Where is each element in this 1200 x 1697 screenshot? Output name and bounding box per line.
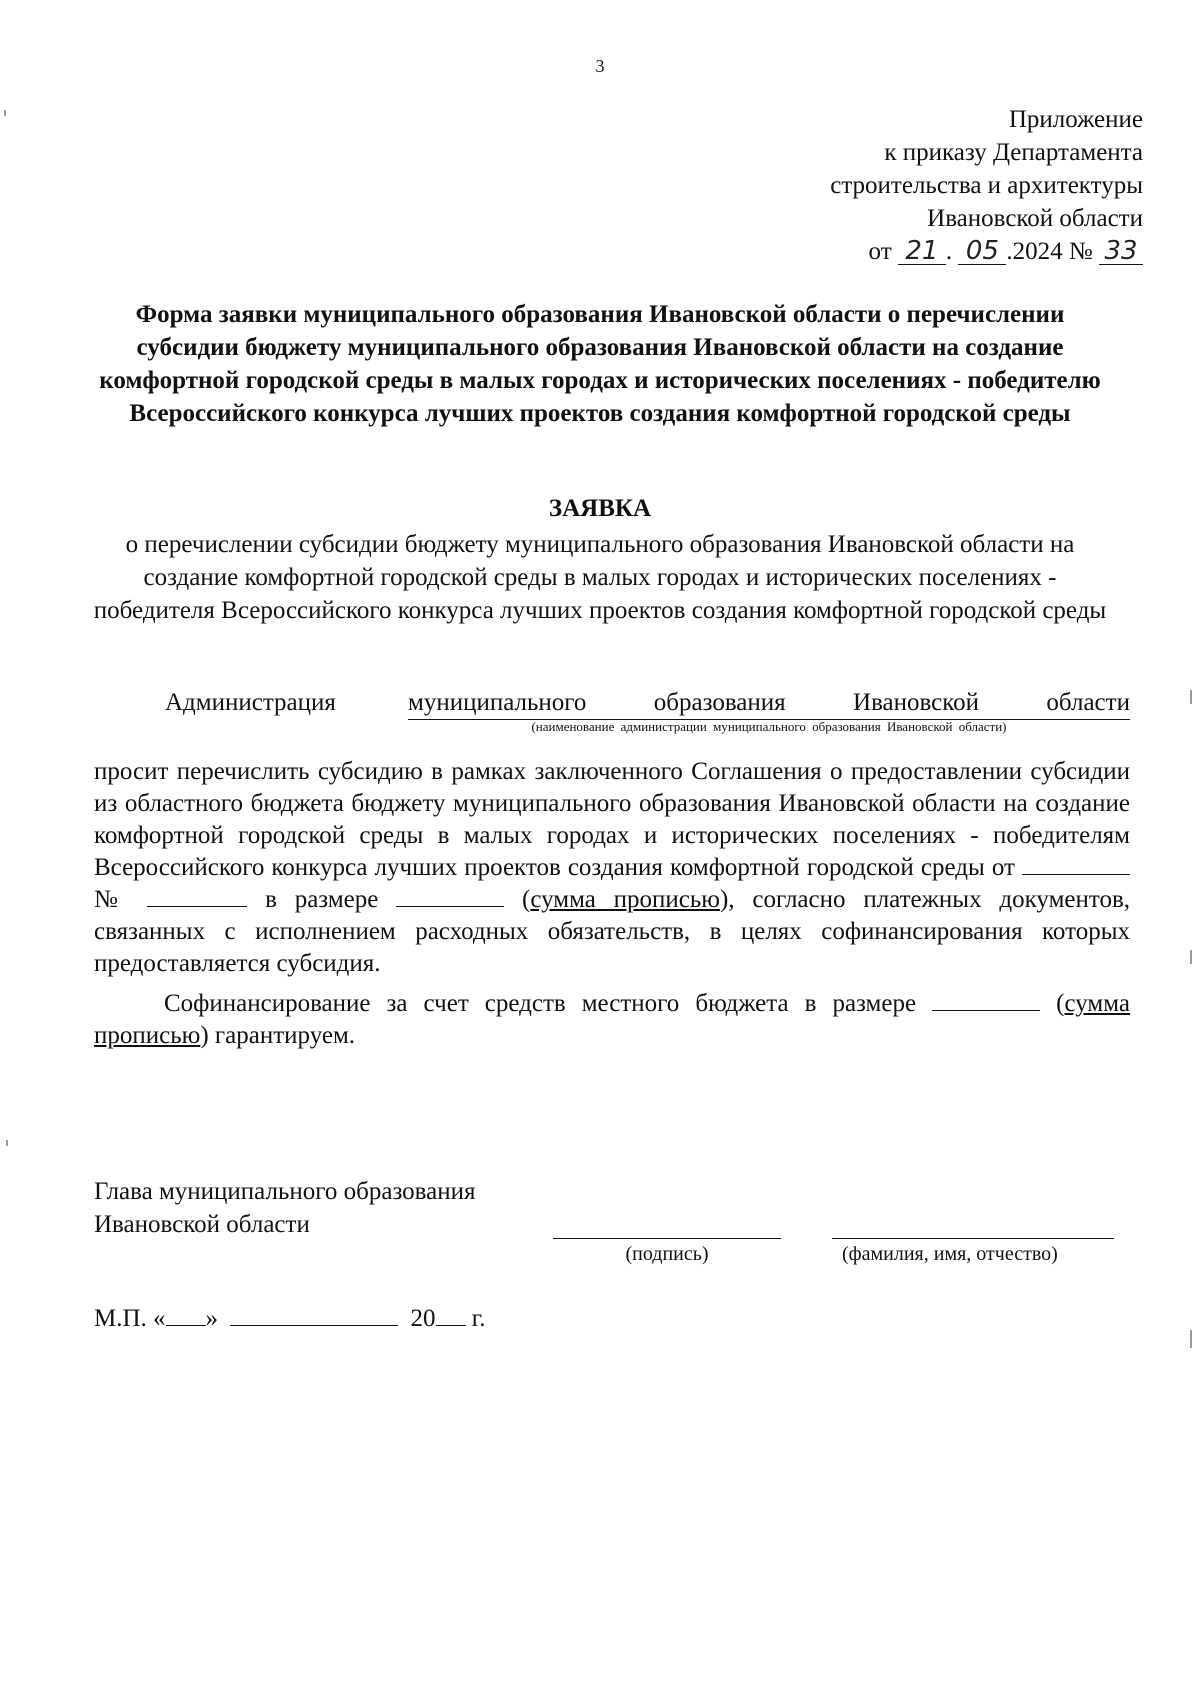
quote-open: « xyxy=(153,1305,166,1332)
handwritten-day: 21 xyxy=(898,238,946,265)
cofinancing-paragraph: Софинансирование за счет средств местного бюджета в размере (сумма прописью) гарантируем. xyxy=(94,990,1131,1049)
administration-fill xyxy=(408,686,1130,720)
scan-artifact xyxy=(4,110,6,116)
head-title-line: Ивановской области xyxy=(94,1211,310,1238)
administration-word: образования xyxy=(653,689,786,716)
cofinancing-amount-blank xyxy=(932,988,1040,1011)
year-suffix: г. xyxy=(471,1305,486,1332)
date-separator: . xyxy=(945,238,953,265)
paragraph-text: просит перечислить субсидию в рамках заключенного Соглашения о предоставлении субсидии из областного бюджета бюджету муниципального образования Ивановской области на создание комфортной городской среды в малых городах и исторических поселениях - победителям Всероссийского конкурса лучших проектов создания комфортной городской среды от xyxy=(94,758,1130,881)
appendix-line: к приказу Департамента xyxy=(884,139,1143,166)
administration-word: Ивановской xyxy=(853,689,980,716)
scan-artifact xyxy=(1190,950,1192,964)
appendix-block xyxy=(830,103,1143,268)
form-title: Форма заявки муниципального образования Ивановской области о перечислении субсидии бюджету муниципального образования Ивановской области на создание комфортной городской среды в малых городах и исторических поселениях - победителю Всероссийского конкурса лучших проектов создания комфортной городской среды xyxy=(99,301,1101,427)
stamp-label: М.П. xyxy=(94,1305,147,1332)
month-blank xyxy=(230,1303,398,1326)
request-paragraph: просит перечислить субсидию в рамках заключенного Соглашения о предоставлении субсидии из областного бюджета бюджету муниципального образования Ивановской области на создание комфортной городской среды в малых городах и исторических поселениях - победителям Всероссийского конкурса лучших проектов создания комфортной городской среды от № в размере (сумма прописью), согласно платежных документов, связанных с исполнением расходных обязательств, в целях софинансирования которых предоставляется субсидия. xyxy=(94,758,1131,977)
administration-row xyxy=(165,686,1130,720)
appendix-line: Ивановской области xyxy=(927,205,1143,232)
date-prefix: от xyxy=(868,238,892,265)
appendix-line: строительства и архитектуры xyxy=(830,172,1143,199)
appendix-line: Приложение xyxy=(1008,106,1143,133)
signature-caption: (подпись) xyxy=(625,1243,709,1265)
scan-artifact xyxy=(1190,1330,1192,1348)
number-sign: № xyxy=(94,886,130,913)
zayavka-subtitle: о перечислении субсидии бюджету муниципального образования Ивановской области на создание комфортной городской среды в малых городах и исторических поселениях - победителя Всероссийского конкурса лучших проектов создания комфортной городской среды xyxy=(93,531,1107,624)
administration-label: Администрация xyxy=(165,689,336,716)
paragraph-text: Софинансирование за счет средств местного бюджета в размере xyxy=(164,990,917,1017)
administration-caption: (наименование администрации муниципального образования Ивановской области) xyxy=(531,719,1007,734)
date-year: .2024 № xyxy=(1006,238,1093,265)
scan-artifact xyxy=(6,1140,8,1146)
head-title xyxy=(94,1175,476,1241)
administration-word: муниципального xyxy=(408,689,587,716)
administration-word: области xyxy=(1046,689,1130,716)
fio-line xyxy=(832,1238,1114,1239)
date-blank xyxy=(1022,852,1130,875)
number-blank xyxy=(147,884,247,907)
signature-line xyxy=(553,1238,781,1239)
fio-caption: (фамилия, имя, отчество) xyxy=(842,1243,1058,1265)
request-body xyxy=(94,756,1130,1052)
scan-artifact xyxy=(1190,690,1192,704)
appendix-date-line xyxy=(830,235,1143,268)
year-blank xyxy=(436,1303,466,1326)
amount-in-words: сумма прописью xyxy=(530,886,720,913)
amount-blank xyxy=(396,884,504,907)
quote-close: » xyxy=(205,1305,219,1332)
year-prefix: 20 xyxy=(410,1305,436,1332)
stamp-date-line xyxy=(94,1302,485,1335)
handwritten-month: 05 xyxy=(958,238,1006,265)
paragraph-text: согласно платежных документов, связанных с исполнением расходных обязательств, в целях софинансирования которых предоставляется субсидия. xyxy=(94,886,1131,977)
paragraph-text: гарантируем. xyxy=(214,1022,356,1049)
head-title-line: Глава муниципального образования xyxy=(94,1178,476,1205)
page-number: 3 xyxy=(595,56,605,76)
paragraph-text: в размере xyxy=(265,886,379,913)
amount-in-words: сумма прописью xyxy=(94,990,1131,1049)
handwritten-order-number: 33 xyxy=(1099,238,1143,265)
zayavka-heading: ЗАЯВКА xyxy=(548,495,652,522)
day-blank xyxy=(166,1303,206,1326)
